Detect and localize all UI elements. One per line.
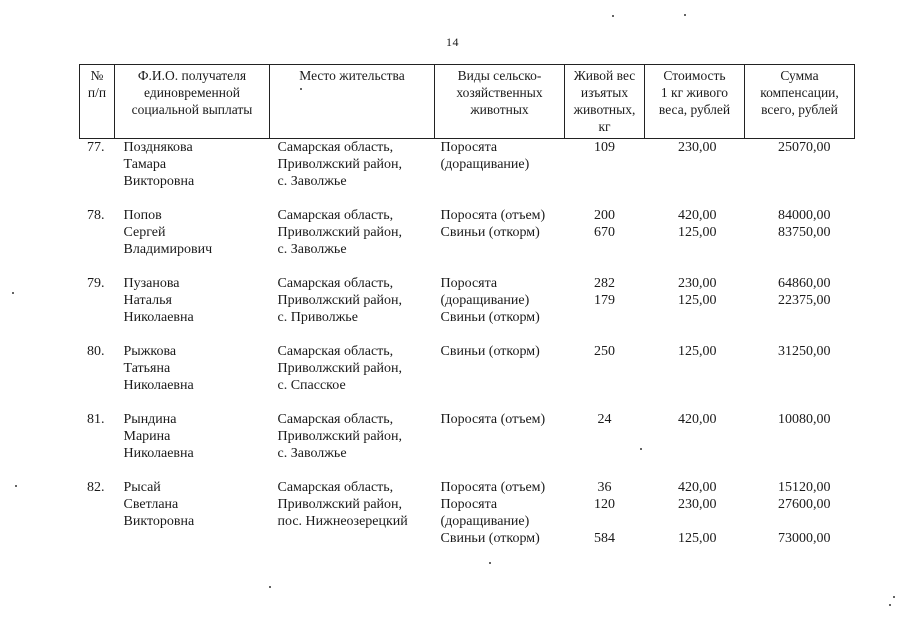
- scan-speck: [15, 485, 17, 487]
- residence-line: с. Заволжье: [277, 174, 347, 189]
- compensation-total-line: [745, 156, 831, 173]
- animal-types: [435, 207, 565, 258]
- animal-types-line: Поросята: [440, 497, 498, 512]
- residence-line: Приволжский район,: [277, 429, 403, 444]
- animal-types-line: Свиньи (откорм): [440, 310, 540, 325]
- price-per-kg-line: 420,00: [678, 208, 717, 223]
- compensation-total-line: [745, 513, 831, 530]
- scan-speck: [893, 596, 895, 598]
- live-weight: [565, 411, 645, 462]
- residence-line: Приволжский район,: [277, 497, 403, 512]
- header-weight: [565, 65, 645, 139]
- animal-types-line: Поросята (отъем): [440, 412, 546, 427]
- table-row: [80, 275, 855, 326]
- row-spacer-cell: [80, 258, 855, 275]
- header-line: всего, рублей: [761, 102, 838, 117]
- price-per-kg: [645, 207, 745, 258]
- header-line: Стоимость: [663, 68, 726, 83]
- record-number: [80, 275, 115, 326]
- price-per-kg-line: 230,00: [678, 276, 717, 291]
- residence-line: Самарская область,: [277, 480, 394, 495]
- recipient-name: [115, 479, 270, 547]
- recipient-name: [115, 207, 270, 258]
- compensation-total-line: [745, 309, 831, 326]
- record-number-text: 79.: [87, 276, 105, 291]
- record-number-text: 78.: [87, 208, 105, 223]
- table-row: [80, 479, 855, 547]
- compensation-total-line: 31250,00: [778, 344, 831, 359]
- row-spacer-cell: [80, 326, 855, 343]
- price-per-kg-line: 125,00: [678, 344, 717, 359]
- scan-speck: [612, 15, 614, 17]
- live-weight-line: 250: [594, 344, 615, 359]
- header-animals: [435, 65, 565, 139]
- recipient-name-line: Рындина: [123, 412, 177, 427]
- recipient-name-line: Наталья: [123, 293, 172, 308]
- record-number-text: 81.: [87, 412, 105, 427]
- table-row: [80, 139, 855, 191]
- live-weight: [565, 343, 645, 394]
- residence-line: с. Заволжье: [277, 446, 347, 461]
- live-weight-line: [565, 309, 645, 326]
- scan-speck: [300, 88, 302, 90]
- record-number: [80, 411, 115, 462]
- residence: [270, 479, 435, 547]
- scan-speck: [684, 14, 686, 16]
- animal-types-line: (доращивание): [440, 157, 530, 172]
- recipient-name-line: Пузанова: [123, 276, 180, 291]
- compensation-total-line: 64860,00: [778, 276, 831, 291]
- live-weight: [565, 275, 645, 326]
- header-line: компенсации,: [760, 85, 839, 100]
- scan-speck: [889, 604, 891, 606]
- live-weight-line: 584: [594, 531, 615, 546]
- header-name: [115, 65, 270, 139]
- live-weight-line: 109: [594, 140, 615, 155]
- table-row: [80, 411, 855, 462]
- recipient-name-line: Рыжкова: [123, 344, 177, 359]
- price-per-kg-line: [645, 309, 717, 326]
- header-total: [745, 65, 855, 139]
- compensation-total: [745, 343, 855, 394]
- header-line: социальной выплаты: [131, 102, 253, 117]
- residence-line: Приволжский район,: [277, 361, 403, 376]
- price-per-kg-line: 420,00: [678, 412, 717, 427]
- header-line: Живой вес: [573, 68, 636, 83]
- live-weight: [565, 207, 645, 258]
- recipient-name-line: Тамара: [123, 157, 167, 172]
- recipient-name-line: Викторовна: [123, 174, 195, 189]
- live-weight-line: 670: [594, 225, 615, 240]
- row-spacer-cell: [80, 190, 855, 207]
- price-per-kg-line: [645, 156, 717, 173]
- recipient-name: [115, 343, 270, 394]
- residence-line: Самарская область,: [277, 208, 394, 223]
- scan-speck: [12, 292, 14, 294]
- animal-types-line: (доращивание): [440, 293, 530, 308]
- price-per-kg-line: 230,00: [678, 140, 717, 155]
- compensation-total: [745, 139, 855, 191]
- compensation-total-line: 73000,00: [778, 531, 831, 546]
- compensation-total-line: 83750,00: [778, 225, 831, 240]
- table-row: [80, 343, 855, 394]
- animal-types-line: Поросята: [440, 276, 498, 291]
- live-weight-line: 200: [594, 208, 615, 223]
- live-weight: [565, 139, 645, 191]
- header-line: изъятых: [580, 85, 629, 100]
- header-line: 1 кг живого: [660, 85, 729, 100]
- animal-types-line: Свиньи (откорм): [440, 344, 540, 359]
- recipient-name-line: Рысай: [123, 480, 161, 495]
- row-spacer: [80, 326, 855, 343]
- live-weight-line: [565, 156, 645, 173]
- header-price: [645, 65, 745, 139]
- animal-types-line: Поросята (отъем): [440, 480, 546, 495]
- price-per-kg-line: [645, 513, 717, 530]
- compensation-total-line: 15120,00: [778, 480, 831, 495]
- recipient-name-line: Викторовна: [123, 514, 195, 529]
- record-number: [80, 207, 115, 258]
- live-weight: [565, 479, 645, 547]
- header-line: кг: [598, 119, 611, 134]
- price-per-kg: [645, 411, 745, 462]
- compensation-total-line: 27600,00: [778, 497, 831, 512]
- residence: [270, 411, 435, 462]
- price-per-kg-line: 125,00: [678, 531, 717, 546]
- recipient-name-line: Николаевна: [123, 446, 194, 461]
- residence: [270, 139, 435, 191]
- price-per-kg: [645, 275, 745, 326]
- header-line: №: [90, 68, 104, 83]
- recipient-name-line: Сергей: [123, 225, 166, 240]
- live-weight-line: 282: [594, 276, 615, 291]
- header-line: Виды сельско-: [457, 68, 542, 83]
- animal-types: [435, 479, 565, 547]
- recipient-name-line: Николаевна: [123, 378, 194, 393]
- compensation-total-line: 84000,00: [778, 208, 831, 223]
- record-number-text: 82.: [87, 480, 105, 495]
- page-number: 14: [446, 35, 459, 49]
- live-weight-line: [565, 513, 645, 530]
- record-number-text: 80.: [87, 344, 105, 359]
- row-spacer: [80, 394, 855, 411]
- header-line: п/п: [87, 85, 107, 100]
- recipient-name: [115, 411, 270, 462]
- header-place: [270, 65, 435, 139]
- residence-line: Самарская область,: [277, 140, 394, 155]
- recipient-name: [115, 275, 270, 326]
- residence-line: с. Заволжье: [277, 242, 347, 257]
- compensation-total-line: 22375,00: [778, 293, 831, 308]
- table-header: [80, 65, 855, 139]
- row-spacer-cell: [80, 394, 855, 411]
- header-line: веса, рублей: [658, 102, 731, 117]
- animal-types-line: Свиньи (откорм): [440, 225, 540, 240]
- animal-types-line: Свиньи (откорм): [440, 531, 540, 546]
- compensation-table: [79, 64, 855, 547]
- residence-line: Приволжский район,: [277, 157, 403, 172]
- recipient-name-line: Позднякова: [123, 140, 193, 155]
- record-number-text: 77.: [87, 140, 105, 155]
- compensation-total: [745, 411, 855, 462]
- animal-types: [435, 275, 565, 326]
- residence: [270, 343, 435, 394]
- recipient-name-line: Светлана: [123, 497, 179, 512]
- residence: [270, 275, 435, 326]
- price-per-kg: [645, 479, 745, 547]
- scan-speck: [489, 562, 491, 564]
- header-line: единовременной: [144, 85, 240, 100]
- compensation-total: [745, 275, 855, 326]
- animal-types-line: Поросята (отъем): [440, 208, 546, 223]
- residence-line: Самарская область,: [277, 344, 394, 359]
- recipient-name-line: Марина: [123, 429, 171, 444]
- price-per-kg-line: 125,00: [678, 293, 717, 308]
- recipient-name-line: Николаевна: [123, 310, 194, 325]
- animal-types-line: (доращивание): [440, 514, 530, 529]
- record-number: [80, 343, 115, 394]
- recipient-name: [115, 139, 270, 191]
- header-line: Место жительства: [299, 68, 405, 83]
- table-row: [80, 207, 855, 258]
- header-line: Ф.И.О. получателя: [137, 68, 247, 83]
- compensation-total-line: 25070,00: [778, 140, 831, 155]
- row-spacer-cell: [80, 462, 855, 479]
- row-spacer: [80, 190, 855, 207]
- scan-speck: [269, 586, 271, 588]
- price-per-kg: [645, 139, 745, 191]
- residence-line: Самарская область,: [277, 412, 394, 427]
- compensation-total: [745, 479, 855, 547]
- animal-types: [435, 139, 565, 191]
- recipient-name-line: Владимирович: [123, 242, 213, 257]
- row-spacer: [80, 258, 855, 275]
- header-line: Сумма: [780, 68, 819, 83]
- residence-line: пос. Нижнеозерецкий: [277, 514, 408, 529]
- compensation-total-line: 10080,00: [778, 412, 831, 427]
- record-number: [80, 479, 115, 547]
- residence-line: Приволжский район,: [277, 225, 403, 240]
- price-per-kg: [645, 343, 745, 394]
- recipient-name-line: Попов: [123, 208, 162, 223]
- recipient-name-line: Татьяна: [123, 361, 171, 376]
- animal-types-line: Поросята: [440, 140, 498, 155]
- price-per-kg-line: 420,00: [678, 480, 717, 495]
- header-row: [80, 65, 855, 139]
- table-body: [80, 139, 855, 548]
- header-num: [80, 65, 115, 139]
- residence-line: с. Приволжье: [277, 310, 358, 325]
- live-weight-line: 120: [594, 497, 615, 512]
- residence-line: Приволжский район,: [277, 293, 403, 308]
- header-line: хозяйственных: [456, 85, 543, 100]
- record-number: [80, 139, 115, 191]
- price-per-kg-line: 230,00: [678, 497, 717, 512]
- live-weight-line: 179: [594, 293, 615, 308]
- row-spacer: [80, 462, 855, 479]
- live-weight-line: 24: [597, 412, 612, 427]
- animal-types: [435, 411, 565, 462]
- animal-types: [435, 343, 565, 394]
- residence-line: с. Спасское: [277, 378, 346, 393]
- price-per-kg-line: 125,00: [678, 225, 717, 240]
- header-line: животных: [470, 102, 529, 117]
- compensation-total: [745, 207, 855, 258]
- residence: [270, 207, 435, 258]
- residence-line: Самарская область,: [277, 276, 394, 291]
- header-line: животных,: [573, 102, 636, 117]
- live-weight-line: 36: [597, 480, 612, 495]
- scan-speck: [640, 448, 642, 450]
